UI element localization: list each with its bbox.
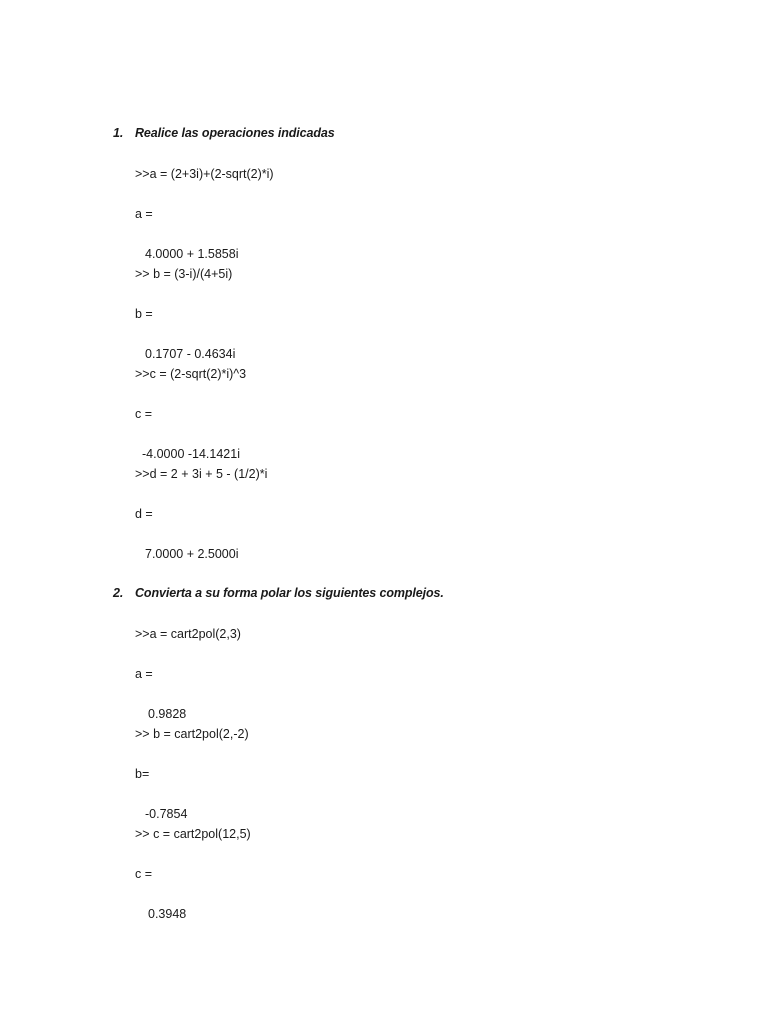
result-value: 0.3948	[148, 907, 187, 921]
command-line: >> b = (3-i)/(4+5i)	[135, 267, 233, 281]
command-line: >>a = (2+3i)+(2-sqrt(2)*i)	[135, 167, 274, 181]
section-2-title: Convierta a su forma polar los siguientes complejos.	[135, 586, 444, 600]
result-value: 0.1707 - 0.4634i	[145, 347, 236, 361]
result-value: 4.0000 + 1.5858i	[145, 247, 239, 261]
section-2-number: 2.	[113, 586, 124, 600]
result-label: a =	[135, 667, 153, 681]
result-value: -0.7854	[145, 807, 188, 821]
result-label: c =	[135, 407, 153, 421]
section-2-heading	[113, 586, 444, 600]
command-line: >> c = cart2pol(12,5)	[135, 827, 251, 841]
section-1-heading	[113, 126, 335, 140]
result-value: 0.9828	[148, 707, 187, 721]
result-label: c =	[135, 867, 153, 881]
command-line: >>c = (2-sqrt(2)*i)^3	[135, 367, 247, 381]
section-1-number: 1.	[113, 126, 124, 140]
result-value: -4.0000 -14.1421i	[142, 447, 240, 461]
result-label: a =	[135, 207, 153, 221]
section-1-title: Realice las operaciones indicadas	[135, 126, 335, 140]
result-label: b =	[135, 307, 153, 321]
result-label: d =	[135, 507, 153, 521]
command-line: >> b = cart2pol(2,-2)	[135, 727, 249, 741]
command-line: >>d = 2 + 3i + 5 - (1/2)*i	[135, 467, 268, 481]
command-line: >>a = cart2pol(2,3)	[135, 627, 241, 641]
result-value: 7.0000 + 2.5000i	[145, 547, 239, 561]
result-label: b=	[135, 767, 150, 781]
